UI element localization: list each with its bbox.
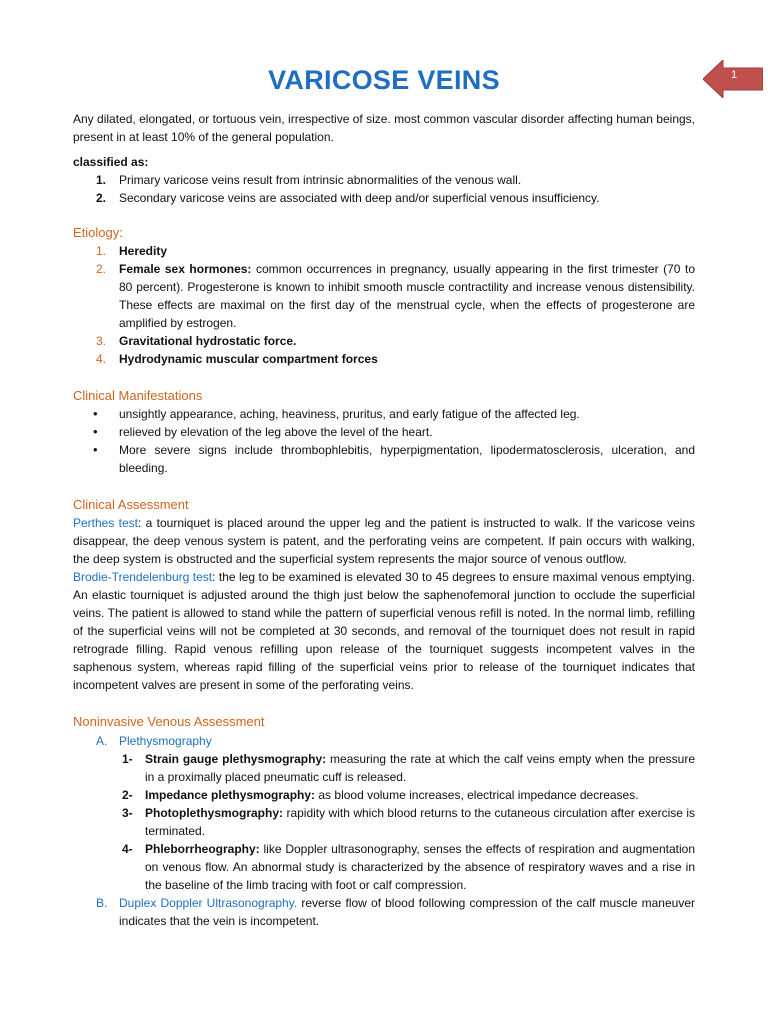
intro-paragraph: Any dilated, elongated, or tortuous vein, irrespective of size. most common vascular disorder affecting human beings, present in at least 10% of the general population. [73,112,695,144]
brodie-paragraph: Brodie-Trendelenburg test: the leg to be examined is elevated 30 to 45 degrees to ensure maximal venous emptying. An elastic tourniquet is adjusted around the thigh just below the saphenofemoral junction to occlude the superficial veins. The patient is allowed to stand while the pattern of superficial venous refill is noted. In the normal limb, refilling of the superficial veins will not be completed at 30 seconds, and removal of the tourniquet does not result in rapid retrograde filling. Rapid venous refilling upon release of the tourniquet suggests incompetent valves in the saphenous system, whereas rapid filling of the superficial veins prior to release of the tourniquet indicates that incompetent valves are present in some of the perforating veins. [73,570,695,692]
brodie-term: Brodie-Trendelenburg test [73,570,213,584]
list-item: • relieved by elevation of the leg above the level of the heart. [93,424,433,439]
list-item: A. Plethysmography 1- Strain gauge plethysmography: measuring the rate at which the calf veins empty when the pressure in a proximally placed pneumatic cuff is released. 2- Impedance plethysmography: as blood volume increases, electrical impedance decreases. 3- Photoplethysmography: rapidity with which blood returns to the cutaneous circulation after exercise is terminated. 4- Phleborrheography: like Doppler ultrasonography, senses the effects of respiration and augmentation on venous flow. An abnormal study is characterized by the absence of respiratory waves and a rise in the baseline of the limb tracing with foot or calf compression. [73,732,695,894]
plethysmography-list [73,750,695,894]
noninvasive-heading: Noninvasive Venous Assessment [73,714,265,729]
duplex-title: Duplex Doppler Ultrasonography. [119,896,298,910]
page-number-tab [703,60,763,98]
list-item: • More severe signs include thrombophlebitis, hyperpigmentation, lipodermatosclerosis, ulceration, and bleeding. [93,442,695,475]
classified-label: classified as: [73,155,149,169]
assessment-heading: Clinical Assessment [73,497,189,512]
perthes-term: Perthes test [73,516,139,530]
classified-list [73,171,695,207]
page-title: VARICOSE VEINS [268,65,500,95]
list-item: 3. Gravitational hydrostatic force. [96,334,297,348]
page-number: 1 [731,69,738,81]
etiology-list [73,242,695,368]
perthes-paragraph: Perthes test: a tourniquet is placed around the upper leg and the patient is instructed to walk. If the varicose veins disappear, the deep venous system is patent, and the perforating veins are competent. If pain occurs with walking, the deep system is obstructed and the superficial system represents the major source of venous outflow. [73,516,695,566]
list-item: 2. Secondary varicose veins are associated with deep and/or superficial venous insufficiency. [96,191,600,205]
list-item: B. Duplex Doppler Ultrasonography. reverse flow of blood following compression of the calf muscle maneuver indicates that the vein is incompetent. [96,896,695,928]
list-item: 1. Heredity [96,244,168,258]
list-item: 3- Photoplethysmography: rapidity with which blood returns to the cutaneous circulation after exercise is terminated. [122,806,695,838]
manifestations-list [73,405,695,477]
list-item: 4- Phleborrheography: like Doppler ultrasonography, senses the effects of respiration and augmentation on venous flow. An abnormal study is characterized by the absence of respiratory waves and a rise in the baseline of the limb tracing with foot or calf compression. [122,842,695,892]
list-item: 1- Strain gauge plethysmography: measuring the rate at which the calf veins empty when the pressure in a proximally placed pneumatic cuff is released. [122,752,696,784]
list-item: 2- Impedance plethysmography: as blood volume increases, electrical impedance decreases. [122,788,639,802]
list-item: 2. Female sex hormones: common occurrences in pregnancy, usually appearing in the first trimester (70 to 80 percent). Progesterone is known to inhibit smooth muscle contractility and increase venous distensibility. These effects are maximal on the first day of the menstrual cycle, when the effects of progesterone are amplified by estrogen. [96,262,695,330]
manifestations-heading: Clinical Manifestations [73,388,203,403]
plethysmography-title: Plethysmography [119,734,212,748]
etiology-heading: Etiology: [73,225,123,240]
list-item: • unsightly appearance, aching, heaviness, pruritus, and early fatigue of the affected leg. [93,406,580,421]
document-page [73,60,695,930]
list-item: 4. Hydrodynamic muscular compartment forces [96,352,378,366]
list-item: 1. Primary varicose veins result from intrinsic abnormalities of the venous wall. [96,173,522,187]
noninvasive-list [73,732,695,930]
